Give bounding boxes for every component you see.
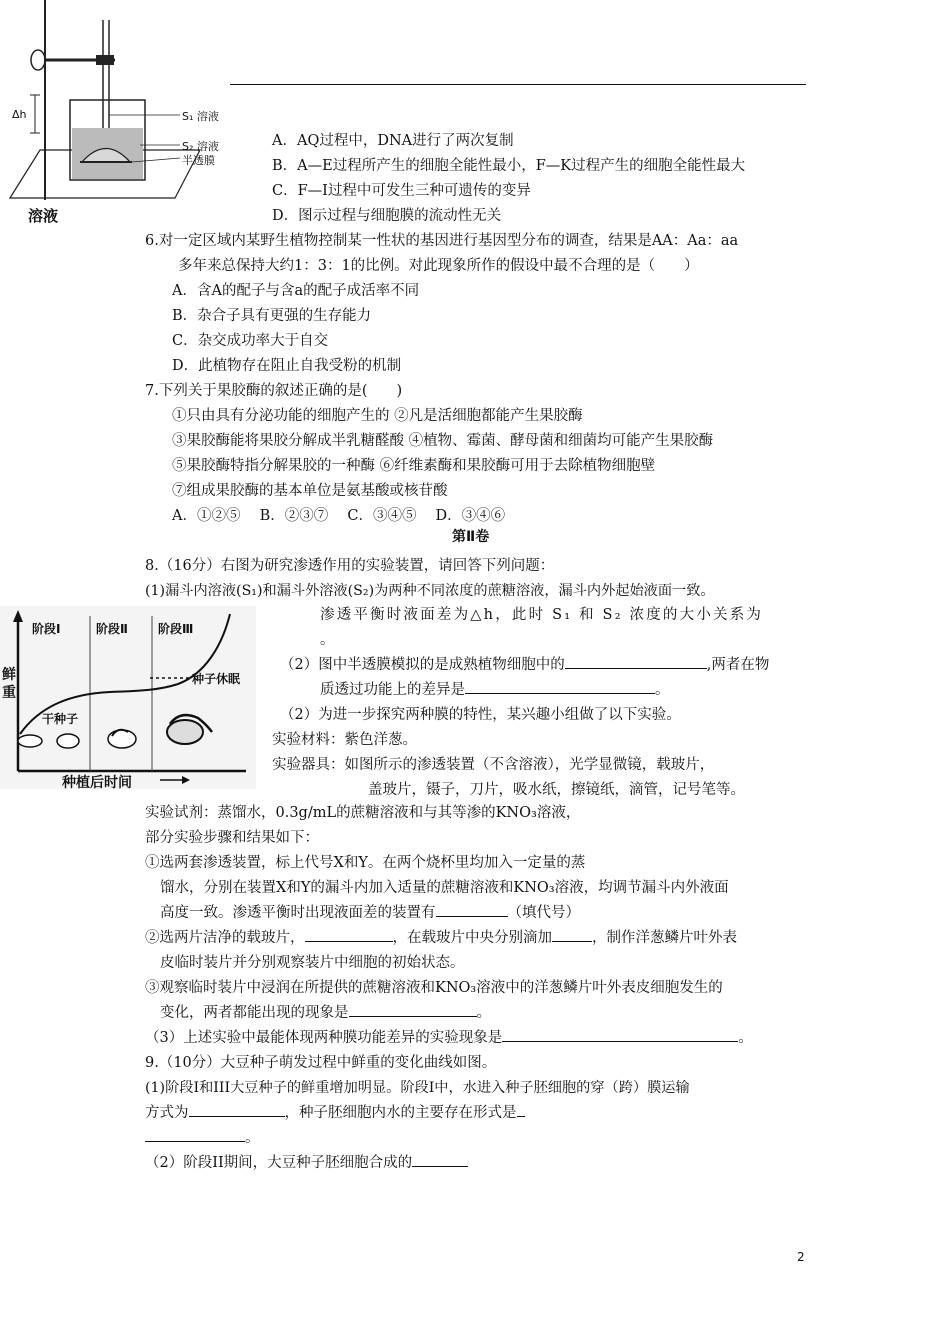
- q8-p2a-end: ,两者在物: [706, 657, 770, 673]
- page-number: 2: [797, 1250, 805, 1264]
- answer-blank[interactable]: [349, 1002, 477, 1017]
- q8-p2b: [320, 679, 670, 701]
- section-title: 第Ⅱ卷: [452, 529, 490, 545]
- dry-seed-label: 干种子: [42, 712, 79, 726]
- q8-step1-c-text: 高度一致。渗透平衡时出现液面差的装置有: [160, 905, 436, 921]
- dormancy-label: 种子休眠: [192, 672, 241, 686]
- q5-option-b: B．A—E过程所产生的细胞全能性最小，F—K过程产生的细胞全能性最大: [272, 158, 746, 174]
- solution-label: 溶液: [28, 207, 59, 225]
- q8-step1-b: 馏水，分别在装置X和Y的漏斗内加入适量的蔗糖溶液和KNO₃溶液，均调节漏斗内外液面: [160, 880, 729, 896]
- q8-p1c: [320, 629, 335, 651]
- q6-option-b: B．杂合子具有更强的生存能力: [172, 308, 372, 324]
- membrane-label: 半透膜: [182, 154, 215, 167]
- q8-step1-c: [160, 902, 580, 924]
- answer-blank[interactable]: [189, 1102, 285, 1117]
- q7-stem: 7.下列关于果胶酶的叙述正确的是( ): [145, 383, 403, 399]
- q8-step3-b-text: 变化，两者都能出现的现象是: [160, 1005, 349, 1021]
- q6-option-d: D．此植物存在阻止自我受粉的机制: [172, 358, 402, 374]
- x-axis-label: 种植后时间: [62, 775, 132, 791]
- answer-blank[interactable]: [412, 1152, 468, 1167]
- stage-2-label: 阶段Ⅱ: [96, 622, 128, 636]
- q8-p2a: [280, 654, 769, 676]
- q8-p1b: [320, 604, 763, 626]
- germination-curve-figure: [0, 606, 256, 789]
- q8-step1-a: ①选两套渗透装置，标上代号X和Y。在两个烧杯里均加入一定量的蒸: [145, 855, 586, 871]
- answer-blank[interactable]: [145, 1127, 245, 1142]
- s1-label: S₁ 溶液: [182, 110, 219, 123]
- q6-stem-1: 6.对一定区域内某野生植物控制某一性状的基因进行基因型分布的调查，结果是AA：Aa：aa: [145, 233, 739, 249]
- q9-p1c: [145, 1127, 260, 1149]
- q8-p2b-end: 。: [655, 682, 670, 698]
- q9-p1c-end: 。: [245, 1130, 260, 1146]
- y-axis-label: 鲜重: [2, 667, 16, 701]
- q8-materials: 实验材料：紫色洋葱。: [272, 732, 417, 748]
- q9-p1b-text: 方式为: [145, 1105, 189, 1121]
- q5-option-a: A．AQ过程中，DNA进行了两次复制: [272, 133, 514, 149]
- q9-head: 9.（10分）大豆种子萌发过程中鲜重的变化曲线如图。: [145, 1055, 497, 1071]
- q5-option-c: C．F—I过程中可发生三种可遗传的变异: [272, 183, 531, 199]
- q9-p1a: (1)阶段Ⅰ和III大豆种子的鲜重增加明显。阶段Ⅰ中，水进入种子胚细胞的穿（跨）膜运输: [145, 1080, 690, 1096]
- answer-blank[interactable]: [465, 679, 655, 694]
- q8-step2-a-end: ，制作洋葱鳞片叶外表: [592, 930, 737, 946]
- q8-step3-b: [160, 1002, 491, 1024]
- answer-blank[interactable]: [305, 927, 393, 942]
- answer-blank[interactable]: [502, 1027, 738, 1042]
- q8-step3-a: ③观察临时装片中浸润在所提供的蔗糖溶液和KNO₃溶液中的洋葱鳞片叶外表皮细胞发生的: [145, 980, 723, 996]
- q8-p3: （2）为进一步探究两种膜的特性，某兴趣小组做了以下实验。: [280, 707, 681, 723]
- q6-stem-2: 多年来总保持大约1：3：1的比例。对此现象所作的假设中最不合理的是（ ）: [178, 258, 699, 274]
- q8-step3-b-end: 。: [476, 1005, 491, 1021]
- q8-reagents: 实验试剂：蒸馏水，0.3g/mL的蔗糖溶液和与其等渗的KNO₃溶液，: [145, 805, 581, 821]
- q8-p1b-text: 渗透平衡时液面差为△h，此时 S₁ 和 S₂ 浓度的大小关系为: [320, 607, 764, 623]
- q8-step2-a: [145, 927, 737, 949]
- q8-p4-end: 。: [738, 1030, 753, 1046]
- q8-p4-text: （3）上述实验中最能体现两种膜功能差异的实验现象是: [145, 1030, 503, 1046]
- stage-3-label: 阶段Ⅲ: [158, 622, 194, 636]
- q8-step2-b: 皮临时装片并分别观察装片中细胞的初始状态。: [160, 955, 465, 971]
- q9-p2: [145, 1152, 468, 1174]
- q9-p1b: [145, 1102, 525, 1124]
- q9-p2-text: （2）阶段II期间，大豆种子胚细胞合成的: [145, 1155, 413, 1171]
- dh-label: Δh: [12, 108, 27, 121]
- s2-label: S₂ 溶液: [182, 140, 219, 153]
- q7-item-2: ③果胶酶能将果胶分解成半乳糖醛酸 ④植物、霉菌、酵母菌和细菌均可能产生果胶酶: [172, 433, 714, 449]
- q7-item-1: ①只由具有分泌功能的细胞产生的 ②凡是活细胞都能产生果胶酶: [172, 408, 583, 424]
- q8-equip-2: 盖玻片，镊子，刀片，吸水纸，擦镜纸，滴管，记号笔等。: [368, 782, 745, 798]
- header-rule: [230, 84, 806, 85]
- q8-equip-1: 实验器具：如图所示的渗透装置（不含溶液），光学显微镜，载玻片，: [272, 757, 715, 773]
- answer-blank[interactable]: [517, 1102, 525, 1117]
- q8-step1-c-end: （填代号）: [507, 905, 580, 921]
- q6-option-c: C．杂交成功率大于自交: [172, 333, 329, 349]
- q8-step2-a-text: ②选两片洁净的载玻片，: [145, 930, 305, 946]
- q5-option-d: D．图示过程与细胞膜的流动性无关: [272, 208, 502, 224]
- osmosis-apparatus-figure: [0, 0, 228, 228]
- q9-p1b-mid: ，种子胚细胞内水的主要存在形式是: [284, 1105, 517, 1121]
- q8-p1: (1)漏斗内溶液(S₁)和漏斗外溶液(S₂)为两种不同浓度的蔗糖溶液，漏斗内外起始液面一致。: [145, 583, 715, 599]
- q8-head: 8.（16分）右图为研究渗透作用的实验装置，请回答下列问题：: [145, 558, 555, 574]
- q7-item-3: ⑤果胶酶特指分解果胶的一种酶 ⑥纤维素酶和果胶酶可用于去除植物细胞壁: [172, 458, 656, 474]
- stage-1-label: 阶段Ⅰ: [32, 622, 61, 636]
- q8-p4: [145, 1027, 753, 1049]
- answer-blank[interactable]: [552, 927, 592, 942]
- answer-blank[interactable]: [565, 654, 707, 669]
- q6-option-a: A．含A的配子与含a的配子成活率不同: [172, 283, 420, 299]
- q7-item-4: ⑦组成果胶酶的基本单位是氨基酸或核苷酸: [172, 483, 448, 499]
- q8-p2a-text: （2）图中半透膜模拟的是成熟植物细胞中的: [280, 657, 565, 673]
- answer-blank[interactable]: [436, 902, 508, 917]
- q8-step2-a-mid: ，在载玻片中央分别滴加: [392, 930, 552, 946]
- q7-options: A．①②⑤ B．②③⑦ C．③④⑤ D．③④⑥: [172, 508, 506, 524]
- q8-p2b-text: 质透过功能上的差异是: [320, 682, 465, 698]
- q8-steps-intro: 部分实验步骤和结果如下：: [145, 830, 319, 846]
- q8-p1c-text: 。: [320, 632, 335, 648]
